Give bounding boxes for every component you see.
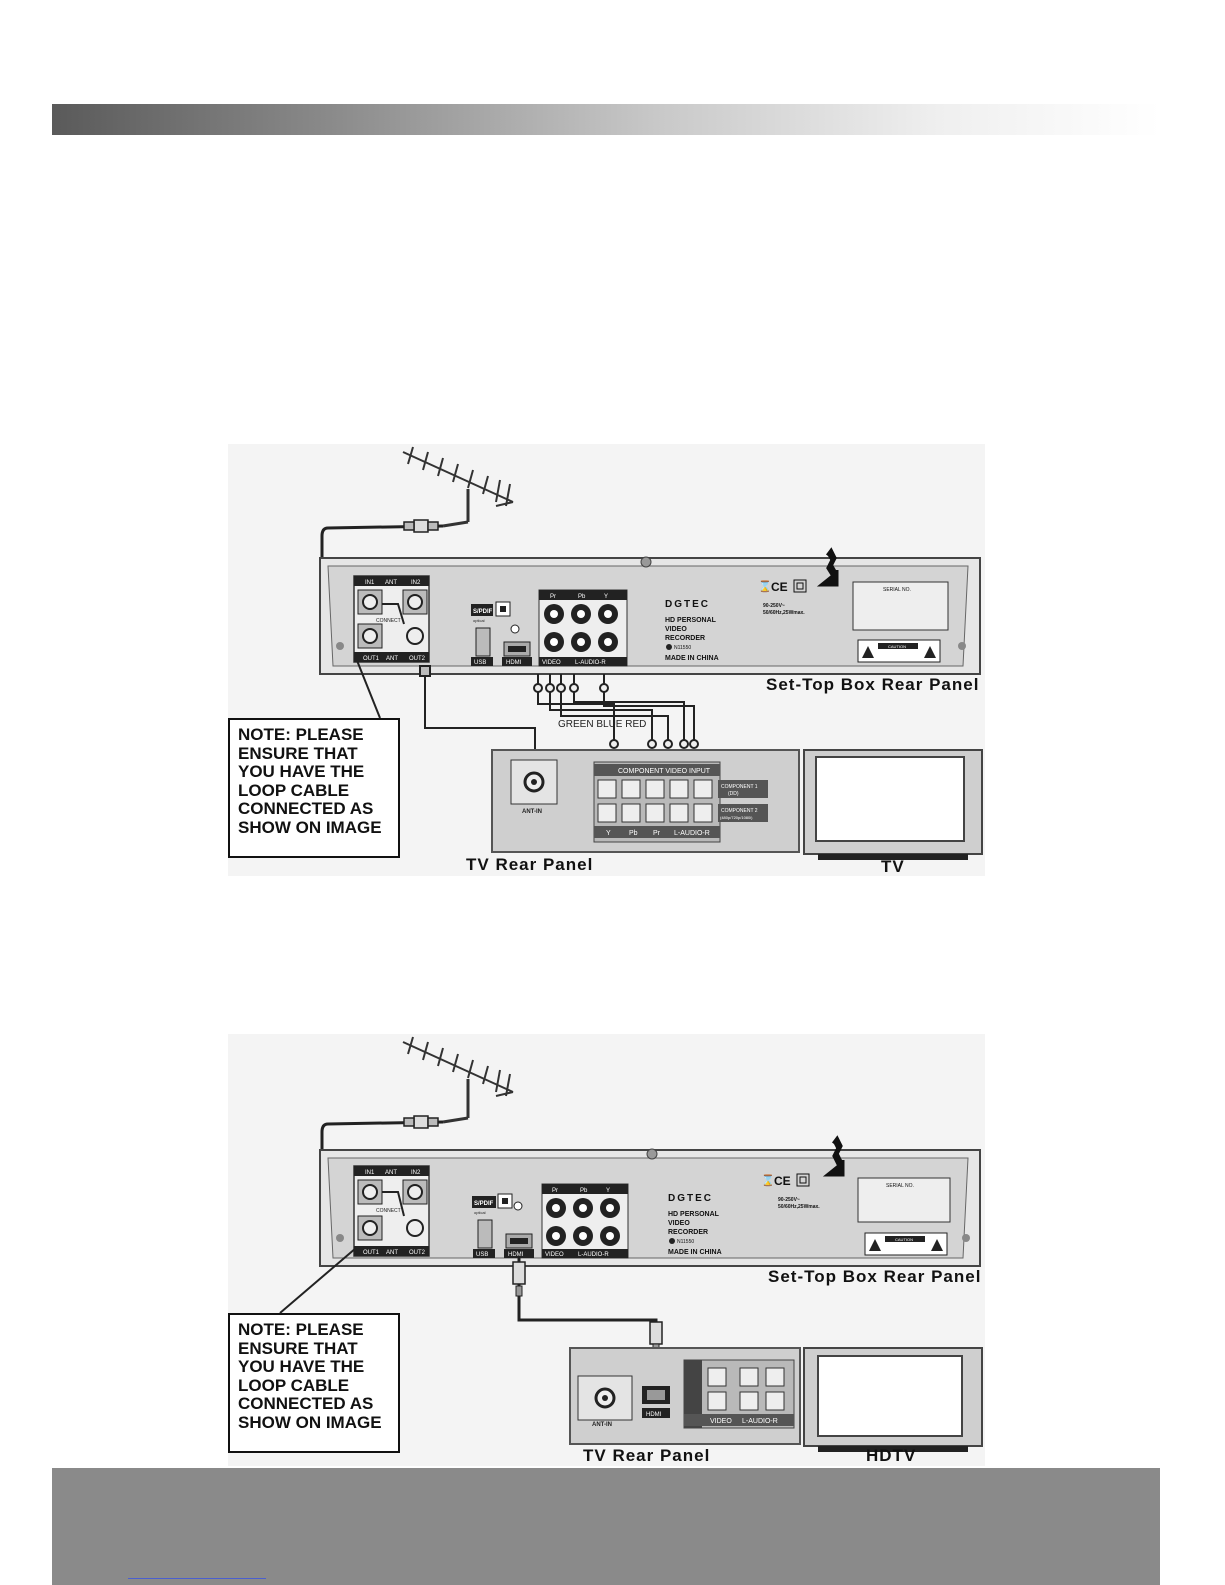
stb-panel-caption: Set-Top Box Rear Panel [766, 675, 980, 694]
port-label-out2: OUT2 [409, 1250, 426, 1256]
note-line: LOOP CABLE [238, 780, 350, 800]
port-label-hdmi: HDMI [506, 660, 522, 666]
stb-power-line: 50/60Hz,25Wmax. [763, 610, 805, 616]
port-label-in2: IN2 [411, 1170, 421, 1176]
tv-panel-caption: TV Rear Panel [583, 1446, 711, 1465]
tv-component-header: COMPONENT VIDEO INPUT [618, 768, 711, 775]
port-label-hdmi: HDMI [508, 1252, 524, 1258]
tv-caption: TV [881, 857, 905, 876]
note-pointer-line [228, 1034, 985, 1466]
tv-component1-sub: (DD) [728, 791, 739, 797]
footer-link-underline [128, 1578, 266, 1579]
port-label-ant: ANT [385, 1170, 397, 1176]
stb-model-line: VIDEO [668, 1220, 690, 1227]
stb-model-line: RECORDER [665, 635, 706, 642]
port-label-usb: USB [476, 1252, 489, 1258]
port-label-y: Y [606, 1188, 611, 1194]
port-label-spdif: S/PDIF [474, 1201, 494, 1207]
port-label-connect: CONNECT [376, 618, 401, 624]
footer-bar [52, 1468, 1160, 1585]
stb-model-line: VIDEO [665, 626, 687, 633]
svg-text:CE: CE [771, 580, 788, 594]
tv-port-label-pb: Pb [629, 830, 638, 837]
hdtv-caption: HDTV [866, 1446, 917, 1465]
note-line: ENSURE THAT [238, 1338, 358, 1358]
note-line: YOU HAVE THE [238, 762, 365, 782]
port-label-in1: IN1 [365, 1170, 375, 1176]
tv-port-hdmi: HDMI [646, 1412, 662, 1418]
stb-caution-label: CAUTION [888, 644, 906, 649]
port-label-out2: OUT2 [409, 656, 426, 662]
stb-power-line: 50/60Hz,25Wmax. [778, 1204, 820, 1210]
svg-text:CE: CE [774, 1174, 791, 1188]
port-label-out1: OUT1 [363, 1250, 380, 1256]
note-line: YOU HAVE THE [238, 1357, 365, 1377]
stb-model-line: RECORDER [668, 1229, 709, 1236]
tv-component2-sub: (480p/720p/1080i) [720, 815, 753, 820]
tv-component2-label: COMPONENT 2 [721, 808, 758, 814]
tv-component1-label: COMPONENT 1 [721, 784, 758, 790]
stb-serial-label: SERIAL NO. [883, 587, 911, 593]
note-line: ENSURE THAT [238, 743, 358, 763]
tv-port-label-pr: Pr [653, 830, 660, 837]
tv-port-ant-in: ANT-IN [592, 1422, 612, 1428]
note-line: SHOW ON IMAGE [238, 1412, 382, 1432]
stb-code: N11550 [677, 1239, 695, 1245]
cable-colors-label: GREEN BLUE RED [558, 719, 647, 730]
svg-text:⌛: ⌛ [758, 581, 772, 593]
stb-caution-label: CAUTION [895, 1237, 913, 1242]
stb-panel-caption: Set-Top Box Rear Panel [768, 1267, 982, 1286]
stb-power-line: 90-250V~ [763, 603, 785, 609]
port-label-y: Y [604, 594, 609, 600]
port-label-audio: L-AUDIO-R [575, 660, 606, 666]
tv-port-video: VIDEO [710, 1418, 732, 1425]
stb-brand-logo: DGTEC [665, 599, 710, 610]
port-label-video: VIDEO [542, 660, 561, 666]
port-label-pb: Pb [580, 1188, 588, 1194]
port-label-ant2: ANT [386, 1250, 398, 1256]
note-line: NOTE: PLEASE [238, 1320, 364, 1339]
port-label-in2: IN2 [411, 580, 421, 586]
port-label-optical: optical [474, 1210, 486, 1215]
port-label-optical: optical [473, 618, 485, 623]
stb-serial-label: SERIAL NO. [886, 1183, 914, 1189]
note-line: CONNECTED AS [238, 1394, 374, 1414]
tv-port-label-audio: L-AUDIO-R [674, 830, 710, 837]
note-line: LOOP CABLE [238, 1375, 350, 1395]
port-label-ant2: ANT [386, 656, 398, 662]
stb-made-in: MADE IN CHINA [668, 1249, 722, 1256]
header-gradient-bar [52, 104, 1160, 135]
stb-brand-logo: DGTEC [668, 1193, 713, 1204]
tv-port-ant-in: ANT-IN [522, 809, 542, 815]
port-label-pr: Pr [552, 1188, 558, 1194]
port-label-pb: Pb [578, 594, 586, 600]
note-line: CONNECTED AS [238, 799, 374, 819]
port-label-usb: USB [474, 660, 487, 666]
tv-port-audio: L-AUDIO-R [742, 1418, 778, 1425]
stb-model-line: HD PERSONAL [665, 617, 716, 624]
tv-port-label-y: Y [606, 830, 611, 837]
port-label-pr: Pr [550, 594, 556, 600]
note-line: NOTE: PLEASE [238, 725, 364, 744]
stb-code: N11550 [674, 645, 692, 651]
svg-text:⌛: ⌛ [761, 1175, 775, 1187]
port-label-out1: OUT1 [363, 656, 380, 662]
port-label-ant: ANT [385, 580, 397, 586]
stb-power-line: 90-250V~ [778, 1197, 800, 1203]
port-label-video: VIDEO [545, 1252, 564, 1258]
stb-made-in: MADE IN CHINA [665, 655, 719, 662]
note-pointer-line [228, 444, 985, 876]
note-line: SHOW ON IMAGE [238, 817, 382, 837]
tv-panel-caption: TV Rear Panel [466, 855, 594, 874]
port-label-connect: CONNECT [376, 1208, 401, 1214]
stb-model-line: HD PERSONAL [668, 1211, 719, 1218]
port-label-in1: IN1 [365, 580, 375, 586]
port-label-audio: L-AUDIO-R [578, 1252, 609, 1258]
port-label-spdif: S/PDIF [473, 609, 493, 615]
